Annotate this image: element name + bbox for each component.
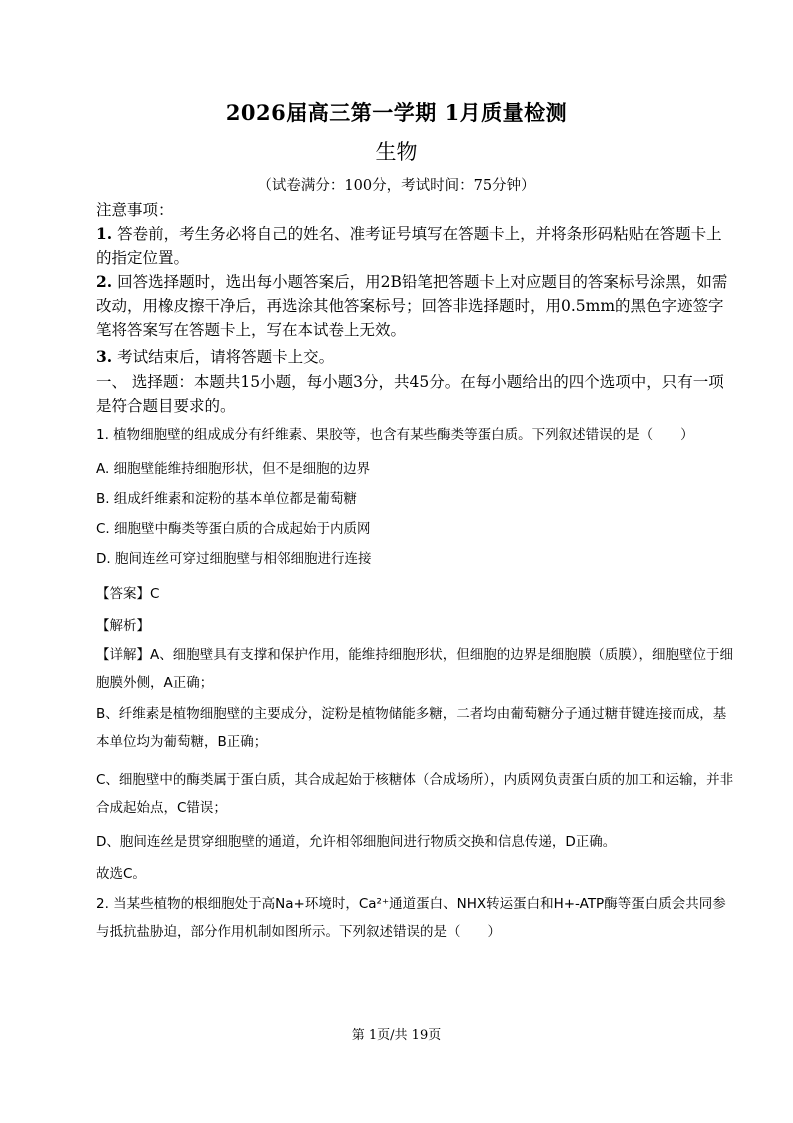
notice-item-number: 3. — [96, 347, 113, 366]
subject-title: 生物 — [375, 140, 418, 164]
question-1-option-b: B. 组成纤维素和淀粉的基本单位都是葡萄糖 — [96, 491, 357, 507]
notice-item-number: 2. — [96, 272, 113, 291]
notice-item-1 — [96, 222, 736, 270]
notice-heading: 注意事项： — [96, 201, 174, 219]
analysis-label: 【解析】 — [96, 618, 150, 634]
section-heading: 一、 选择题：本题共15小题，每小题3分，共45分。在每小题给出的四个选项中，只有一项是符合题目要求的。 — [96, 373, 724, 415]
question-2-stem: 2. 当某些植物的根细胞处于高Na+环境时，Ca²⁺通道蛋白、NHX转运蛋白和H+-ATP酶等蛋白质会共同参与抵抗盐胁迫，部分作用机制如图所示。下列叙述错误的是（ ） — [96, 896, 726, 940]
notice-item-text: 考试结束后，请将答题卡上交。 — [117, 348, 335, 366]
page-number: 第 1页/共 19页 — [351, 1028, 442, 1043]
notice-item-3 — [96, 345, 736, 369]
notice-item-number: 1. — [96, 224, 113, 243]
answer-label: 【答案】C — [96, 586, 160, 602]
detail-line-d: D、胞间连丝是贯穿细胞壁的通道，允许相邻细胞间进行物质交换和信息传递，D正确。 — [96, 834, 617, 850]
question-1-option-c: C. 细胞壁中酶类等蛋白质的合成起始于内质网 — [96, 521, 371, 537]
detail-line-a: 【详解】A、细胞壁具有支撑和保护作用，能维持细胞形状，但细胞的边界是细胞膜（质膜），细胞壁位于细胞膜外侧，A正确； — [96, 647, 733, 691]
question-1-stem: 1. 植物细胞壁的组成成分有纤维素、果胶等，也含有某些酶类等蛋白质。下列叙述错误的是（ ） — [96, 427, 694, 443]
detail-line-b: B、纤维素是植物细胞壁的主要成分，淀粉是植物储能多糖，二者均由葡萄糖分子通过糖苷键连接而成，基本单位均为葡萄糖，B正确； — [96, 706, 727, 750]
question-1-option-d: D. 胞间连丝可穿过细胞壁与相邻细胞进行连接 — [96, 551, 372, 567]
exam-title: 2026届高三第一学期 1月质量检测 — [225, 100, 568, 125]
exam-info: （试卷满分：100分，考试时间：75分钟） — [257, 178, 536, 194]
notice-item-text: 答卷前，考生务必将自己的姓名、准考证号填写在答题卡上，并将条形码粘贴在答题卡上的指定位置。 — [96, 225, 722, 267]
question-1-option-a: A. 细胞壁能维持细胞形状，但不是细胞的边界 — [96, 461, 371, 477]
conclusion: 故选C。 — [96, 866, 146, 882]
detail-line-c: C、细胞壁中的酶类属于蛋白质，其合成起始于核糖体（合成场所），内质网负责蛋白质的加工和运输，并非合成起始点，C错误； — [96, 772, 734, 816]
notice-item-text: 回答选择题时，选出每小题答案后，用2B铅笔把答题卡上对应题目的答案标号涂黑，如需改动，用橡皮擦干净后，再选涂其他答案标号；回答非选择题时，用0.5mm的黑色字迹签字笔将答案写在答题卡上，写在本试卷上无效。 — [96, 273, 728, 339]
notice-item-2 — [96, 270, 736, 342]
